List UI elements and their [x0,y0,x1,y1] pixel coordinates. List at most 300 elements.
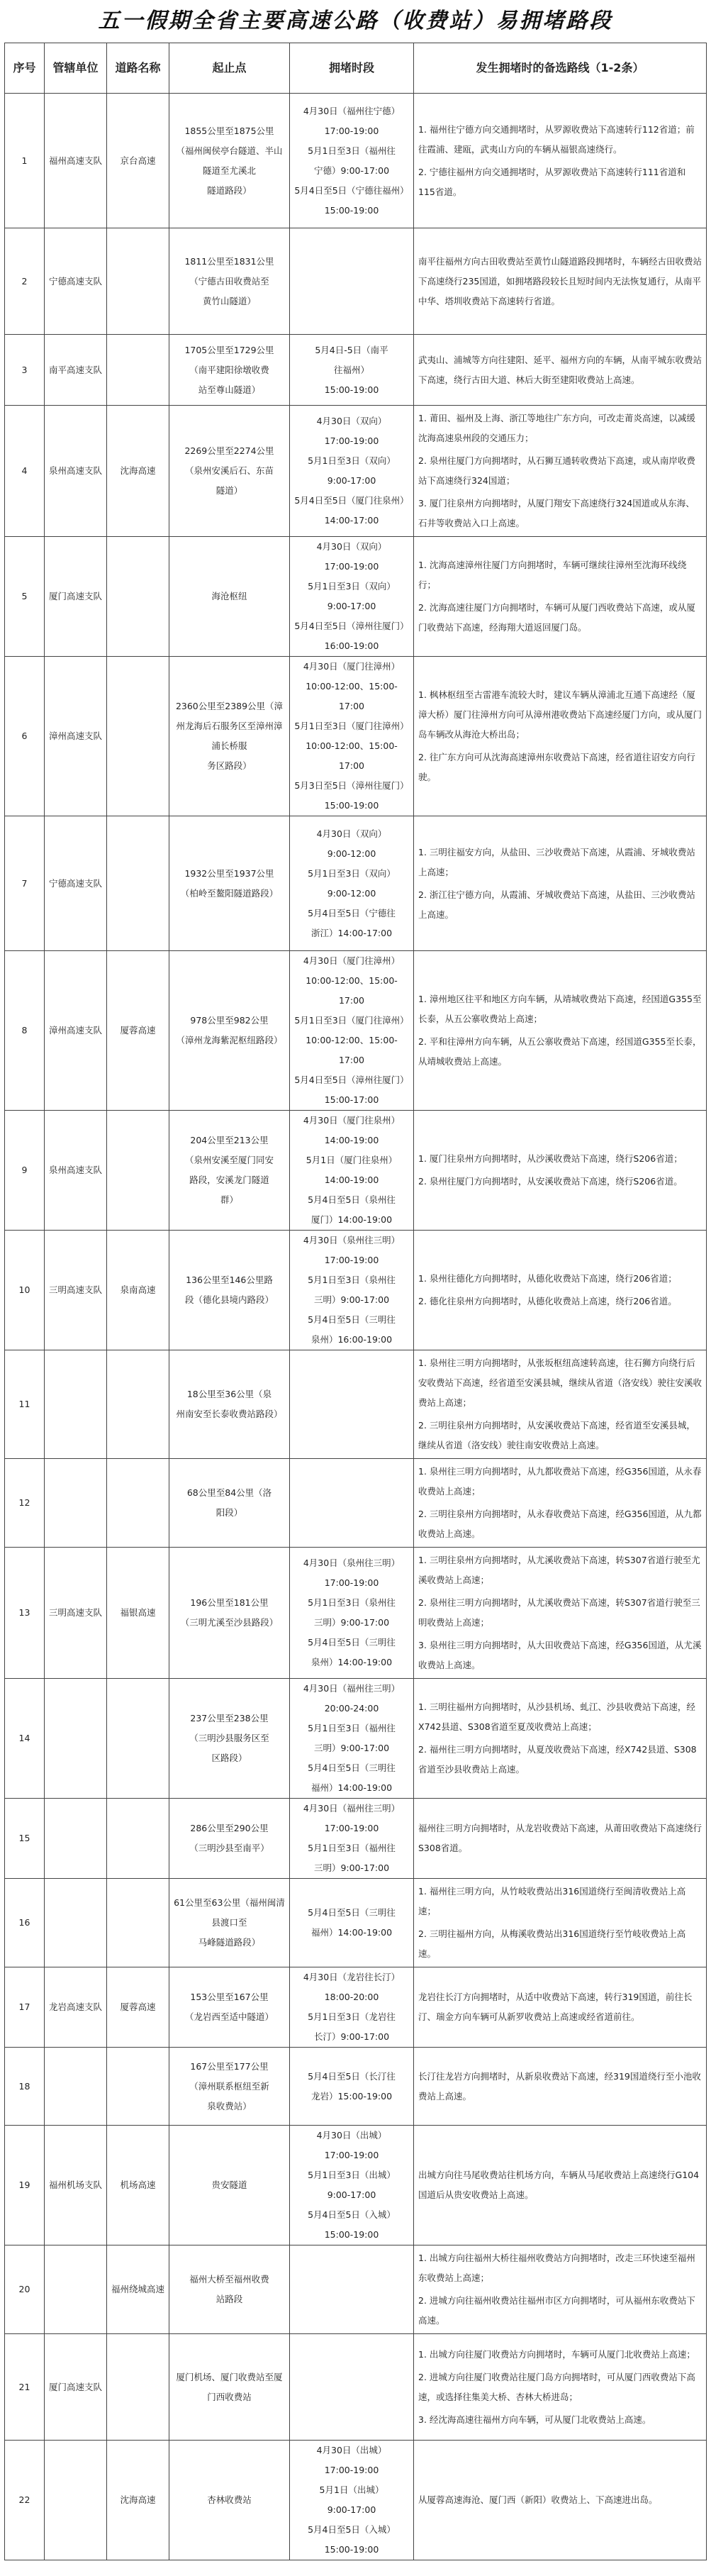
table-row [5,2441,707,2560]
row-unit [45,1799,107,1879]
row-time [290,1679,414,1799]
time-line: 9:00-12:00 [327,887,376,899]
alt-route-line: 1. 枫林枢纽至古雷港车流较大时，建议车辆从漳浦北互通下高速经（厦漳大桥）厦门往漳州方向可从漳州港收费站下高速经厦门方向，或从厦门岛车辆改从海沧大桥出岛； [418,689,702,740]
row-time [290,657,414,816]
segment-line: 61公里至63公里（福州闽清县渡口至 [174,1897,285,1928]
row-segment [169,1879,290,1967]
row-time [290,94,414,228]
segment-line: （三明尤溪至沙县路段） [180,1617,279,1628]
row-alternate-routes [414,335,707,406]
row-road [107,2334,169,2441]
row-unit: 泉州高速支队 [45,406,107,537]
segment-line: 1932公里至1937公里 [184,867,274,879]
row-road [107,1879,169,1967]
table-row [5,335,707,406]
row-unit [45,1879,107,1967]
alt-route-line: 福州往三明方向拥堵时，从龙岩收费站下高速，从莆田收费站下高速绕行S308省道。 [418,1823,702,1853]
segment-line: 隧道） [215,485,243,496]
segment-line: 群） [220,1194,238,1205]
alt-route-line: 2. 泉州往厦门方向拥堵时，从安溪收费站下高速，绕行S206省道。 [418,1176,683,1187]
row-road: 沈海高速 [107,2441,169,2560]
time-line: 9:00-17:00 [327,601,376,611]
row-unit: 厦门高速支队 [45,537,107,657]
segment-line: 1811公里至1831公里 [184,255,274,267]
time-line: 4月30日（双向） [316,828,387,839]
row-seq: 8 [5,951,45,1111]
row-time [290,2334,414,2441]
header-seq: 序号 [5,43,45,94]
row-seq: 20 [5,2245,45,2334]
time-line: 5月1日至3日（出城） [308,2170,396,2180]
row-time [290,1111,414,1231]
time-line: 4月30日（双向） [316,541,387,552]
row-alternate-routes [414,2126,707,2245]
row-seq: 10 [5,1231,45,1350]
time-line: 5月1日至3日（泉州往 [308,1275,396,1285]
segment-line: （宁德古田收费站至 [189,275,269,287]
table-row [5,2126,707,2245]
segment-line: 2360公里至2389公里（漳州龙海后石服务区至漳州漳浦长桥服 [175,701,284,751]
time-line: 5月4日至5日（三明往 [308,1907,396,1918]
row-seq: 15 [5,1799,45,1879]
time-line: 4月30日（福州往宁德） [303,105,401,116]
segment-line: 68公里至84公里（洛 [186,1487,272,1498]
row-seq: 4 [5,406,45,537]
row-unit: 三明高速支队 [45,1231,107,1350]
alt-route-line: 1. 莆田、福州及上海、浙江等地往广东方向，可改走莆炎高速，以减缓沈海高速泉州段的交通压力； [418,413,695,443]
table-row [5,1799,707,1879]
row-unit: 宁德高速支队 [45,228,107,335]
row-alternate-routes [414,951,707,1111]
row-alternate-routes [414,406,707,537]
time-line: 5月4日至5日（入城） [308,2524,396,2535]
time-line: 5月4日至5日（三明往 [308,1762,396,1773]
segment-line: （福州闽侯亭台隧道、半山隧道至尤溪北 [176,145,283,176]
alt-route-line: 2. 福州往三明方向拥堵时，从夏茂收费站下高速，经X742县道、S308省道至沙县收费站上高速。 [418,1744,697,1775]
table-row [5,94,707,228]
row-alternate-routes [414,816,707,951]
row-alternate-routes [414,1111,707,1231]
time-line: 泉州）14:00-19:00 [310,1657,393,1667]
segment-line: 站至尊山隧道） [198,384,261,395]
time-line: 厦门）14:00-19:00 [310,1214,393,1225]
segment-line: （三明沙县至南平） [189,1843,269,1853]
segment-line: 167公里至177公里 [190,2060,269,2072]
row-seq: 13 [5,1548,45,1679]
row-unit: 泉州高速支队 [45,1111,107,1231]
time-line: 4月30日（泉州往三明） [303,1235,401,1245]
time-line: 5月1日至3日（福州往 [308,1843,396,1853]
table-row [5,406,707,537]
segment-line: 286公里至290公里 [190,1823,269,1833]
time-line: 5月1日至3日（龙岩往 [308,2011,396,2022]
table-row [5,1350,707,1459]
row-time [290,1799,414,1879]
row-road: 泉南高速 [107,1231,169,1350]
alt-route-line: 2. 三明往福州方向，从梅溪收费站出316国道绕行至竹岐收费站上高速。 [418,1928,686,1959]
row-seq: 19 [5,2126,45,2245]
time-line: 泉州）16:00-19:00 [310,1334,393,1345]
row-road [107,657,169,816]
row-road [107,816,169,951]
alt-route-line: 南平往福州方向古田收费站至黄竹山隧道路段拥堵时，车辆经古田收费站下高速绕行235国道，如拥堵路段较长且短时间内无法恢复通行，从南平中华、塔圳收费站下高速转行省道。 [418,255,702,306]
table-row [5,816,707,951]
time-line: 福州）14:00-19:00 [310,1782,393,1793]
segment-line: 18公里至36公里（泉 [186,1389,272,1399]
row-seq: 11 [5,1350,45,1459]
row-time [290,816,414,951]
time-line: 5月1日至3日（双向） [308,867,396,879]
segment-line: 阳段） [215,1507,243,1518]
time-line: 9:00-17:00 [327,2504,376,2515]
alt-route-line: 1. 沈海高速漳州往厦门方向拥堵时，车辆可继续往漳州至沈海环线绕行； [418,560,687,590]
alt-route-line: 1. 福州往三明方向，从竹岐收费站出316国道绕行至闽清收费站上高速； [418,1886,686,1916]
row-seq: 21 [5,2334,45,2441]
row-alternate-routes [414,2048,707,2126]
row-alternate-routes [414,2334,707,2441]
alt-route-line: 1. 厦门往泉州方向拥堵时，从沙溪收费站下高速，绕行S206省道； [418,1153,683,1164]
row-segment [169,406,290,537]
time-line: 三明）9:00-17:00 [313,1294,390,1305]
table-row [5,1459,707,1548]
row-road [107,1111,169,1231]
segment-line: 路段，安溪龙门隧道 [189,1175,269,1185]
time-line: 4月30日（出城） [316,2130,387,2141]
time-line: 5月4日至5日（三明往 [308,1314,396,1325]
time-line: 5月1日（厦门往泉州） [306,1155,398,1165]
time-line: 10:00-12:00、15:00-17:00 [306,975,398,1006]
header-segment: 起止点 [169,43,290,94]
row-unit: 龙岩高速支队 [45,1967,107,2048]
table-row [5,1548,707,1679]
row-alternate-routes [414,1967,707,2048]
row-seq: 3 [5,335,45,406]
row-road: 沈海高速 [107,406,169,537]
row-time [290,2126,414,2245]
time-line: 5月1日至3日（福州往 [308,1723,396,1733]
row-time [290,1459,414,1548]
time-line: 15:00-19:00 [324,204,379,216]
alt-route-line: 1. 漳州地区往平和地区方向车辆，从靖城收费站下高速，经国道G355至长泰，从五公寨收费站上高速； [418,994,702,1024]
row-road: 机场高速 [107,2126,169,2245]
row-segment [169,1967,290,2048]
alt-route-line: 2. 宁德往福州方向交通拥堵时，从罗源收费站下高速转行111省道和115省道。 [418,166,686,197]
alt-route-line: 1. 三明往福州方向拥堵时，从沙县机场、虬江、沙县收费站下高速，经X742县道、S308省道至夏茂收费站上高速； [418,1701,695,1732]
alt-route-line: 2. 三明往泉州方向拥堵时，从安溪收费站下高速，经省道至安溪县城，继续从省道（洛安线）驶往南安收费站上高速。 [418,1420,695,1450]
time-line: 5月4日至5日（厦门往泉州）14:00-17:00 [294,495,409,526]
row-unit [45,1350,107,1459]
row-seq: 22 [5,2441,45,2560]
route-table [4,43,707,2560]
row-segment [169,2048,290,2126]
alt-route-line: 出城方向往马尾收费站往机场方向，车辆从马尾收费站上高速绕行G104国道后从贵安收费站上高速。 [418,2170,700,2200]
row-time [290,2441,414,2560]
alt-route-line: 2. 进城方向往厦门收费站往厦门岛方向拥堵时，可从厦门西收费站下高速，或选择往集美大桥、杏林大桥进岛； [418,2371,695,2402]
segment-line: 978公里至982公里 [190,1015,269,1026]
row-time [290,2245,414,2334]
row-road: 京台高速 [107,94,169,228]
segment-line: 福州大桥至福州收费 [189,2274,269,2284]
alt-route-line: 2. 浙江往宁德方向，从霞浦、牙城收费站下高速，从盐田、三沙收费站上高速。 [418,889,695,920]
time-line: 宁德）9:00-17:00 [313,165,390,176]
table-row [5,1679,707,1799]
segment-line: （漳州龙海紫泥枢纽路段） [176,1035,283,1045]
table-header-row [5,43,707,94]
time-line: 5月1日至3日（厦门往漳州） [294,1015,409,1026]
row-road: 福州绕城高速 [107,2245,169,2334]
segment-line: （泉州安溪后石、东苗 [184,465,274,476]
page-title: 五一假期全省主要高速公路（收费站）易拥堵路段 [98,9,613,33]
row-segment [169,335,290,406]
table-row [5,1879,707,1967]
row-segment [169,2334,290,2441]
row-unit [45,2441,107,2560]
time-line: 17:00-19:00 [324,561,379,572]
table-row [5,537,707,657]
alt-route-line: 龙岩往长汀方向拥堵时，从适中收费站下高速，转行319国道，前往长汀、瑞金方向车辆可从新罗收费站上高速或经省道前往。 [418,1992,693,2022]
alt-route-line: 2. 泉州往三明方向拥堵时，从尤溪收费站下高速，转S307省道行驶至三明收费站上高速； [418,1597,700,1628]
time-line: 10:00-12:00、15:00-17:00 [306,681,398,711]
row-unit: 漳州高速支队 [45,951,107,1111]
alt-route-line: 1. 出城方向往福州大桥往福州收费站方向拥堵时，改走三环快速至福州东收费站上高速； [418,2253,695,2283]
time-line: 5月4日至5日（漳州往厦门） [294,1075,409,1085]
time-line: 18:00-20:00 [324,1992,379,2002]
row-unit: 南平高速支队 [45,335,107,406]
row-seq: 6 [5,657,45,816]
table-row [5,2245,707,2334]
alt-route-line: 1. 福州往宁德方向交通拥堵时，从罗源收费站下高速转行112省道；前往霞浦、建瓯，武夷山方向的车辆从福银高速绕行。 [418,123,695,155]
row-segment [169,1548,290,1679]
segment-line: 站路段 [215,2294,243,2304]
row-unit: 三明高速支队 [45,1548,107,1679]
time-line: 浙江）14:00-17:00 [310,927,393,938]
row-segment [169,816,290,951]
row-road [107,1459,169,1548]
row-seq: 9 [5,1111,45,1231]
row-road: 福银高速 [107,1548,169,1679]
row-time [290,951,414,1111]
row-road: 厦蓉高速 [107,1967,169,2048]
segment-line: （龙岩西至适中隧道） [184,2011,274,2022]
row-segment [169,1799,290,1879]
time-line: 5月1日至3日（双向） [308,455,396,466]
row-segment [169,657,290,816]
table-row [5,228,707,335]
alt-route-line: 武夷山、浦城等方向往建阳、延平、福州方向的车辆，从南平城东收费站下高速，绕行古田大道、林后大街至建阳收费站上高速。 [418,354,702,385]
time-line: 4月30日（福州往三明） [303,1683,401,1694]
alt-route-line: 3. 经沈海高速往福州方向车辆，可从厦门北收费站上高速。 [418,2414,651,2425]
row-time [290,2048,414,2126]
alt-route-line: 2. 沈海高速往厦门方向拥堵时，车辆可从厦门西收费站下高速，或从厦门收费站下高速，经海翔大道返回厦门岛。 [418,602,695,633]
segment-line: （漳州联系枢纽至新 [189,2080,269,2092]
time-line: 20:00-24:00 [324,1703,379,1714]
row-road [107,2048,169,2126]
table-row [5,1967,707,2048]
row-seq: 7 [5,816,45,951]
segment-line: 136公里至146公里路 [186,1275,273,1285]
segment-line: 1705公里至1729公里 [184,344,274,355]
time-line: 长汀）9:00-17:00 [313,2031,390,2042]
row-segment [169,228,290,335]
time-line: 5月4日至5日（漳州往厦门）16:00-19:00 [294,621,409,651]
time-line: 10:00-12:00、15:00-17:00 [306,1035,398,1065]
row-seq: 17 [5,1967,45,2048]
table-row [5,951,707,1111]
row-alternate-routes [414,1459,707,1548]
alt-route-line: 长汀往龙岩方向拥堵时，从新泉收费站下高速，经319国道绕行至小池收费站上高速。 [418,2070,701,2102]
row-segment [169,1679,290,1799]
row-unit [45,2245,107,2334]
row-time [290,1350,414,1459]
time-line: 15:00-19:00 [324,800,379,811]
row-alternate-routes [414,94,707,228]
segment-line: 泉收费站） [207,2100,252,2111]
segment-line: 州南安至长泰收费站路段） [176,1409,283,1419]
time-line: 17:00-19:00 [324,1577,379,1588]
segment-line: 153公里至167公里 [190,1992,269,2002]
header-time: 拥堵时段 [290,43,414,94]
time-line: 9:00-12:00 [327,848,376,859]
row-unit: 福州机场支队 [45,2126,107,2245]
time-line: 4月30日（福州往三明） [303,1803,401,1814]
alt-route-line: 1. 泉州往德化方向拥堵时，从德化收费站下高速，绕行206省道； [418,1273,677,1284]
table-body [5,94,707,2560]
row-seq: 1 [5,94,45,228]
row-time [290,1548,414,1679]
segment-line: 237公里至238公里 [190,1713,269,1723]
row-alternate-routes [414,1548,707,1679]
time-line: 5月1日至3日（厦门往漳州） [294,721,409,731]
row-seq: 18 [5,2048,45,2126]
row-alternate-routes [414,657,707,816]
segment-line: 贵安隧道 [211,2180,247,2190]
time-line: 9:00-17:00 [327,2189,376,2200]
segment-line: 隧道路段） [207,184,252,196]
row-segment [169,94,290,228]
segment-line: 马峰隧道路段） [198,1937,261,1948]
segment-line: 杏林收费站 [207,2494,252,2505]
alt-route-line: 1. 泉州往三明方向拥堵时，从张坂枢纽高速转高速，往石狮方向绕行后安收费站下高速，经省道至安溪县城，继续从省道（洛安线）驶往安溪收费站上高速； [418,1358,702,1408]
alt-route-line: 3. 厦门往泉州方向拥堵时，从厦门翔安下高速绕行324国道或从东海、石井等收费站入口上高速。 [418,498,695,528]
time-line: 5月4日至5日（入城） [308,2209,396,2220]
segment-line: 黄竹山隧道） [202,295,256,306]
segment-line: 厦门机场、厦门收费站至厦门西收费站 [176,2371,283,2402]
row-time [290,335,414,406]
segment-line: 段（德化县境内路段） [184,1294,274,1305]
alt-route-line: 2. 进城方向往福州收费站往福州市区方向拥堵时，可从福州东收费站下高速。 [418,2295,695,2326]
row-alternate-routes [414,2245,707,2334]
table-row [5,657,707,816]
row-alternate-routes [414,1231,707,1350]
row-segment [169,1350,290,1459]
time-line: 往福州） [333,364,369,375]
row-time [290,406,414,537]
row-alternate-routes [414,537,707,657]
row-seq: 2 [5,228,45,335]
time-line: 15:00-17:00 [324,1094,379,1105]
alt-route-line: 从厦蓉高速海沧、厦门西（新阳）收费站上、下高速进出岛。 [418,2494,658,2505]
row-unit: 漳州高速支队 [45,657,107,816]
time-line: 4月30日（出城） [316,2445,387,2455]
time-line: 4月30日（厦门往漳州） [303,955,401,966]
segment-line: 1855公里至1875公里 [184,125,274,136]
alt-route-line: 1. 泉州往三明方向拥堵时，从九都收费站下高速，经G356国道，从永春收费站上高速； [418,1466,702,1497]
segment-line: （泉州安溪至厦门同安 [184,1155,274,1165]
time-line: 17:00-19:00 [324,125,379,136]
time-line: 5月4日-5日（南平 [315,344,388,355]
time-line: 14:00-19:00 [324,1175,379,1185]
time-line: 5月4日至5日（宁德往 [308,907,396,918]
row-segment [169,2245,290,2334]
row-segment [169,1459,290,1548]
row-seq: 5 [5,537,45,657]
segment-line: 务区路段） [207,760,252,771]
row-segment [169,1231,290,1350]
row-seq: 12 [5,1459,45,1548]
row-road [107,228,169,335]
row-time [290,1967,414,2048]
time-line: 5月4日至5日（三明往 [308,1637,396,1648]
time-line: 4月30日（双向） [316,416,387,426]
row-alternate-routes [414,1799,707,1879]
row-alternate-routes [414,1350,707,1459]
alt-route-line: 2. 泉州往厦门方向拥堵时，从石狮互通转收费站下高速，或从南岸收费站下高速绕行324国道； [418,455,695,486]
time-line: 10:00-12:00、15:00-17:00 [306,740,398,771]
segment-line: 204公里至213公里 [190,1135,269,1145]
time-line: 17:00-19:00 [324,1823,379,1833]
alt-route-line: 2. 德化往泉州方向拥堵时，从德化收费站上高速，绕行206省道。 [418,1296,677,1306]
time-line: 9:00-17:00 [327,475,376,486]
alt-route-line: 2. 平和往漳州方向车辆，从五公寨收费站下高速，经国道G355至长泰，从靖城收费站上高速。 [418,1036,702,1067]
table-row [5,2334,707,2441]
time-line: 17:00-19:00 [324,2150,379,2160]
row-segment [169,2126,290,2245]
row-unit: 厦门高速支队 [45,2334,107,2441]
alt-route-line: 2. 往广东方向可从沈海高速漳州东收费站下高速，经省道往诏安方向行驶。 [418,752,695,782]
row-segment [169,1111,290,1231]
segment-line: 2269公里至2274公里 [184,445,274,456]
row-road [107,1799,169,1879]
row-unit [45,1679,107,1799]
time-line: 4月30日（厦门往泉州） [303,1115,401,1126]
header-road: 道路名称 [107,43,169,94]
row-segment [169,2441,290,2560]
segment-line: （三明沙县服务区至 [189,1733,269,1743]
segment-line: 196公里至181公里 [190,1597,269,1608]
table-row [5,1111,707,1231]
row-alternate-routes [414,2441,707,2560]
segment-line: 海沧枢纽 [211,591,247,601]
row-time [290,228,414,335]
time-line: 5月4日至5日（宁德往福州） [294,184,409,196]
segment-line: （柏岭至鳌阳隧道路段） [180,887,279,899]
row-time [290,1231,414,1350]
time-line: 福州）14:00-19:00 [310,1927,393,1938]
row-alternate-routes [414,1679,707,1799]
row-road: 厦蓉高速 [107,951,169,1111]
row-road [107,1350,169,1459]
time-line: 17:00-19:00 [324,435,379,446]
header-alt: 发生拥堵时的备选路线（1-2条） [414,43,707,94]
table-row [5,1231,707,1350]
row-time [290,1879,414,1967]
time-line: 15:00-19:00 [324,2544,379,2555]
time-line: 5月1日至3日（福州往 [308,145,396,156]
alt-route-line: 1. 出城方向往厦门收费站方向拥堵时，车辆可从厦门北收费站上高速； [418,2348,695,2360]
header-unit: 管辖单位 [45,43,107,94]
segment-line: 区路段） [211,1753,247,1763]
alt-route-line: 1. 三明往福安方向，从盐田、三沙收费站下高速，从霞浦、牙城收费站上高速； [418,846,695,877]
